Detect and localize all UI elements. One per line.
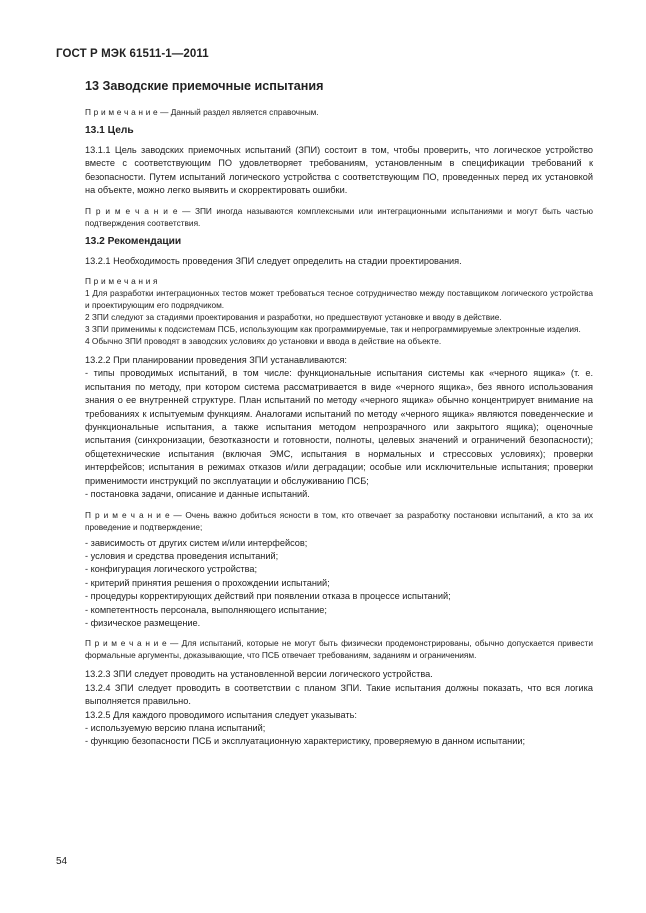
note-text: — Данный раздел является справочным. <box>157 107 319 117</box>
note-text: — ЗПИ иногда называются комплексными или интеграционными испытаниями и могут быть частью подтверждения соответствия. <box>85 205 593 228</box>
subsection-13-1-title: 13.1 Цель <box>85 125 134 136</box>
note-label: П р и м е ч а н и е <box>85 107 158 117</box>
list-item: - функцию безопасности ПСБ и эксплуатационную характеристику, проверяемую в данном испытании; <box>85 736 526 747</box>
paragraph-13-2-2: 13.2.2 При планировании проведения ЗПИ устанавливаются: <box>85 355 347 366</box>
page-header: ГОСТ Р МЭК 61511-1—2011 <box>56 48 209 60</box>
note-item-3: 3 ЗПИ применимы к подсистемам ПСБ, использующим как программируемые, так и непрограммируемые электронные изделия. <box>85 324 581 335</box>
note-formal-arguments <box>85 637 593 661</box>
notes-heading: П р и м е ч а н и я <box>85 276 158 287</box>
note-label: П р и м е ч а н и е <box>85 509 170 520</box>
list-item: - условия и средства проведения испытаний; <box>85 550 279 561</box>
note-responsibility <box>85 509 593 533</box>
paragraph-13-2-4: 13.2.4 ЗПИ следует проводить в соответствии с планом ЗПИ. Такие испытания должны показать, что вся логика выполняется правильно. <box>85 682 593 707</box>
subsection-13-2-title: 13.2 Рекомендации <box>85 235 182 247</box>
list-item: - зависимость от других систем и/или интерфейсов; <box>85 537 308 548</box>
list-item: - конфигурация логического устройства; <box>85 564 258 575</box>
note-item-2: 2 ЗПИ следуют за стадиями проектирования и разработки, но предшествуют установке и вводу в действие. <box>85 312 502 323</box>
list-item: - компетентность персонала, выполняющего испытание; <box>85 604 327 615</box>
note-item-4: 4 Обычно ЗПИ проводят в заводских условиях до установки и ввода в действие на объекте. <box>85 336 442 347</box>
list-item: - используемую версию плана испытаний; <box>85 722 266 733</box>
page-content <box>85 78 593 749</box>
note-13-1 <box>85 205 593 229</box>
note-text: — Для испытаний, которые не могут быть физически продемонстрированы, обычно допускается привести формальные аргументы, доказывающие, что ПСБ отвечает требованиям, заданиям и ограничениям. <box>85 638 593 661</box>
test-types-item: - типы проводимых испытаний, в том числе: функциональные испытания системы как «черного ящика» (т. е. испытания по методу, при котором система рассматривается в виде «черного ящика», без явного использования знания о ее внутренней структуре. План испытаний по методу «черного ящика» обычно концентрирует внимание на требованиях к испытуемым функциям. Аналогами испытаний по методу «черного ящика» являются поведенческие и функциональные испытания, а также испытания методом непрозрачного или закрытого ящика); оценочные испытания (синхронизации, безотказности и готовности, полноты, целевых значений и ограничений безопасности); общетехнические испытания (включая ЭМС, испытания в нормальных и стрессовых условиях); проверки интерфейсов; испытания в режимах отказов и/или деградации; особые или исключительные испытания; проверки применимости инструкций по эксплуатации и обслуживанию ПСБ; <box>85 368 593 486</box>
paragraph-13-1-1: 13.1.1 Цель заводских приемочных испытаний (ЗПИ) состоит в том, чтобы проверить, что логическое устройство вместе с соответствующим ПО удовлетворяет требованиям, установленным в спецификации требований к безопасности. Путем испытаний логического устройства с соответствующим ПО, проведенных перед их установкой на объекте, можно легко выявить и скорректировать ошибки. <box>85 145 593 196</box>
paragraph-13-2-5: 13.2.5 Для каждого проводимого испытания следует указывать: <box>85 709 357 720</box>
paragraph-13-2-1: 13.2.1 Необходимость проведения ЗПИ следует определить на стадии проектирования. <box>85 255 462 266</box>
list-item: - критерий принятия решения о прохождении испытаний; <box>85 577 330 588</box>
list-item: - процедуры корректирующих действий при появлении отказа в процессе испытаний; <box>85 591 451 602</box>
page-number: 54 <box>56 856 68 867</box>
note-item-1: 1 Для разработки интеграционных тестов может требоваться тесное сотрудничество между поставщиком логического устройства и проектирующим его подрядчиком. <box>85 288 593 311</box>
section-title: 13 Заводские приемочные испытания <box>85 79 324 93</box>
section-note <box>85 106 593 118</box>
note-text: — Очень важно добиться ясности в том, кто отвечает за разработку постановки испытаний, а кто за их проведение и подтверждение; <box>85 509 593 532</box>
note-label: П р и м е ч а н и е <box>85 638 167 649</box>
paragraph-13-2-3: 13.2.3 ЗПИ следует проводить на установленной версии логического устройства. <box>85 669 433 680</box>
list-item: - физическое размещение. <box>85 617 201 628</box>
task-statement-item: - постановка задачи, описание и данные испытаний. <box>85 489 310 500</box>
planning-list <box>85 537 593 631</box>
note-label: П р и м е ч а н и е <box>85 205 178 216</box>
